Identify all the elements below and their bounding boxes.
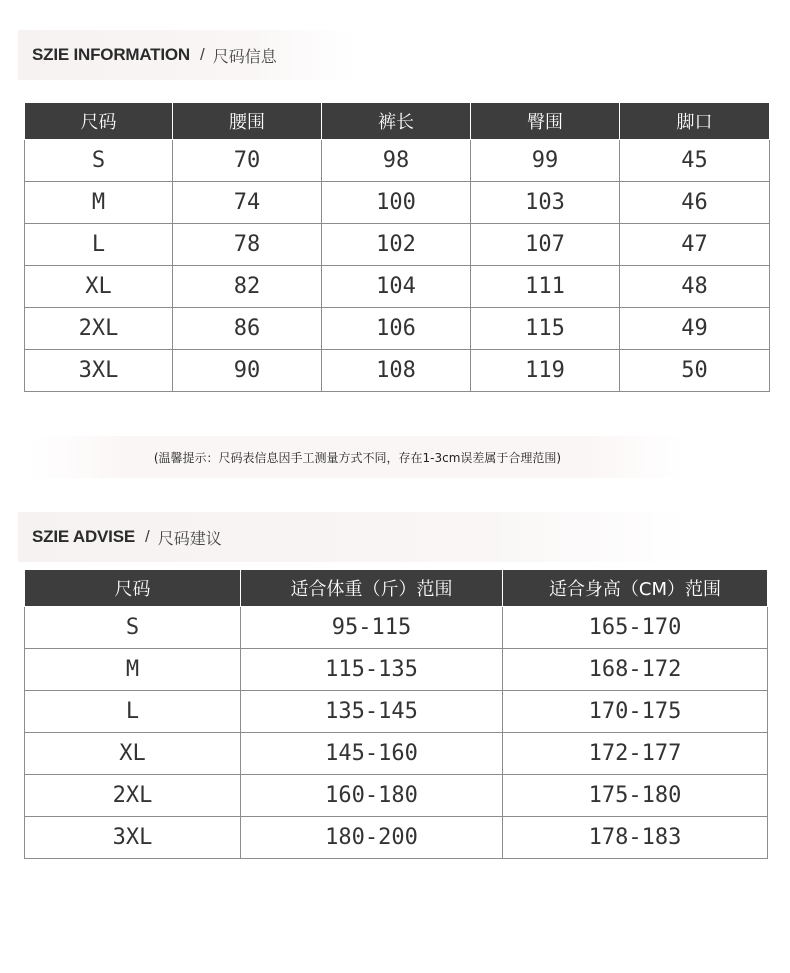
table-cell: 70: [173, 140, 322, 182]
table-cell: 103: [471, 182, 620, 224]
table-cell: 78: [173, 224, 322, 266]
header-height-range: 适合身高（CM）范围: [503, 570, 768, 607]
size-advise-title-en: SZIE ADVISE: [32, 527, 135, 546]
table-cell: 178-183: [503, 817, 768, 859]
table-cell: M: [25, 182, 173, 224]
table-row: [25, 775, 768, 817]
table-row: [25, 691, 768, 733]
size-information-table: [24, 102, 770, 392]
size-advise-heading: [18, 512, 688, 562]
size-information-title-zh: 尺码信息: [212, 46, 277, 66]
size-information-title-en: SZIE INFORMATION: [32, 45, 190, 64]
table-cell: 82: [173, 266, 322, 308]
table-cell: 2XL: [25, 308, 173, 350]
table-cell: 111: [471, 266, 620, 308]
table-row: [25, 817, 768, 859]
table-cell: L: [25, 224, 173, 266]
table-cell: 98: [322, 140, 471, 182]
table-row: [25, 140, 770, 182]
table-header-row: [25, 570, 768, 607]
measurement-note: (温馨提示：尺码表信息因手工测量方式不同，存在1-3cm误差属于合理范围): [30, 436, 685, 478]
size-advise-table: [24, 569, 768, 859]
table-cell: 47: [620, 224, 770, 266]
table-cell: 145-160: [241, 733, 503, 775]
table-cell: 2XL: [25, 775, 241, 817]
table-cell: 172-177: [503, 733, 768, 775]
table-cell: L: [25, 691, 241, 733]
header-leg-opening: 脚口: [620, 103, 770, 140]
table-cell: 168-172: [503, 649, 768, 691]
header-size: 尺码: [25, 570, 241, 607]
header-waist: 腰围: [173, 103, 322, 140]
table-cell: 86: [173, 308, 322, 350]
header-weight-range: 适合体重（斤）范围: [241, 570, 503, 607]
table-cell: 48: [620, 266, 770, 308]
table-row: [25, 266, 770, 308]
header-hip: 臀围: [471, 103, 620, 140]
table-cell: XL: [25, 733, 241, 775]
table-cell: 3XL: [25, 817, 241, 859]
table-row: [25, 308, 770, 350]
size-information-heading: [18, 30, 354, 80]
table-row: [25, 182, 770, 224]
table-cell: 50: [620, 350, 770, 392]
table-cell: 45: [620, 140, 770, 182]
table-cell: 46: [620, 182, 770, 224]
table-cell: 108: [322, 350, 471, 392]
table-cell: 3XL: [25, 350, 173, 392]
table-cell: S: [25, 140, 173, 182]
table-header-row: [25, 103, 770, 140]
table-cell: 180-200: [241, 817, 503, 859]
table-cell: 100: [322, 182, 471, 224]
table-cell: 107: [471, 224, 620, 266]
table-cell: M: [25, 649, 241, 691]
table-row: [25, 224, 770, 266]
title-separator: /: [144, 527, 150, 546]
table-cell: 49: [620, 308, 770, 350]
table-row: [25, 350, 770, 392]
table-row: [25, 607, 768, 649]
table-cell: 135-145: [241, 691, 503, 733]
table-cell: XL: [25, 266, 173, 308]
table-cell: 99: [471, 140, 620, 182]
table-cell: 90: [173, 350, 322, 392]
header-pants-length: 裤长: [322, 103, 471, 140]
table-cell: 115-135: [241, 649, 503, 691]
table-cell: 106: [322, 308, 471, 350]
table-cell: 119: [471, 350, 620, 392]
size-advise-title-zh: 尺码建议: [157, 528, 222, 548]
table-cell: 95-115: [241, 607, 503, 649]
title-separator: /: [199, 45, 205, 64]
table-cell: 74: [173, 182, 322, 224]
table-cell: 160-180: [241, 775, 503, 817]
table-row: [25, 649, 768, 691]
table-row: [25, 733, 768, 775]
table-cell: 175-180: [503, 775, 768, 817]
table-cell: 165-170: [503, 607, 768, 649]
header-size: 尺码: [25, 103, 173, 140]
table-cell: S: [25, 607, 241, 649]
table-cell: 104: [322, 266, 471, 308]
table-cell: 170-175: [503, 691, 768, 733]
table-cell: 102: [322, 224, 471, 266]
table-cell: 115: [471, 308, 620, 350]
